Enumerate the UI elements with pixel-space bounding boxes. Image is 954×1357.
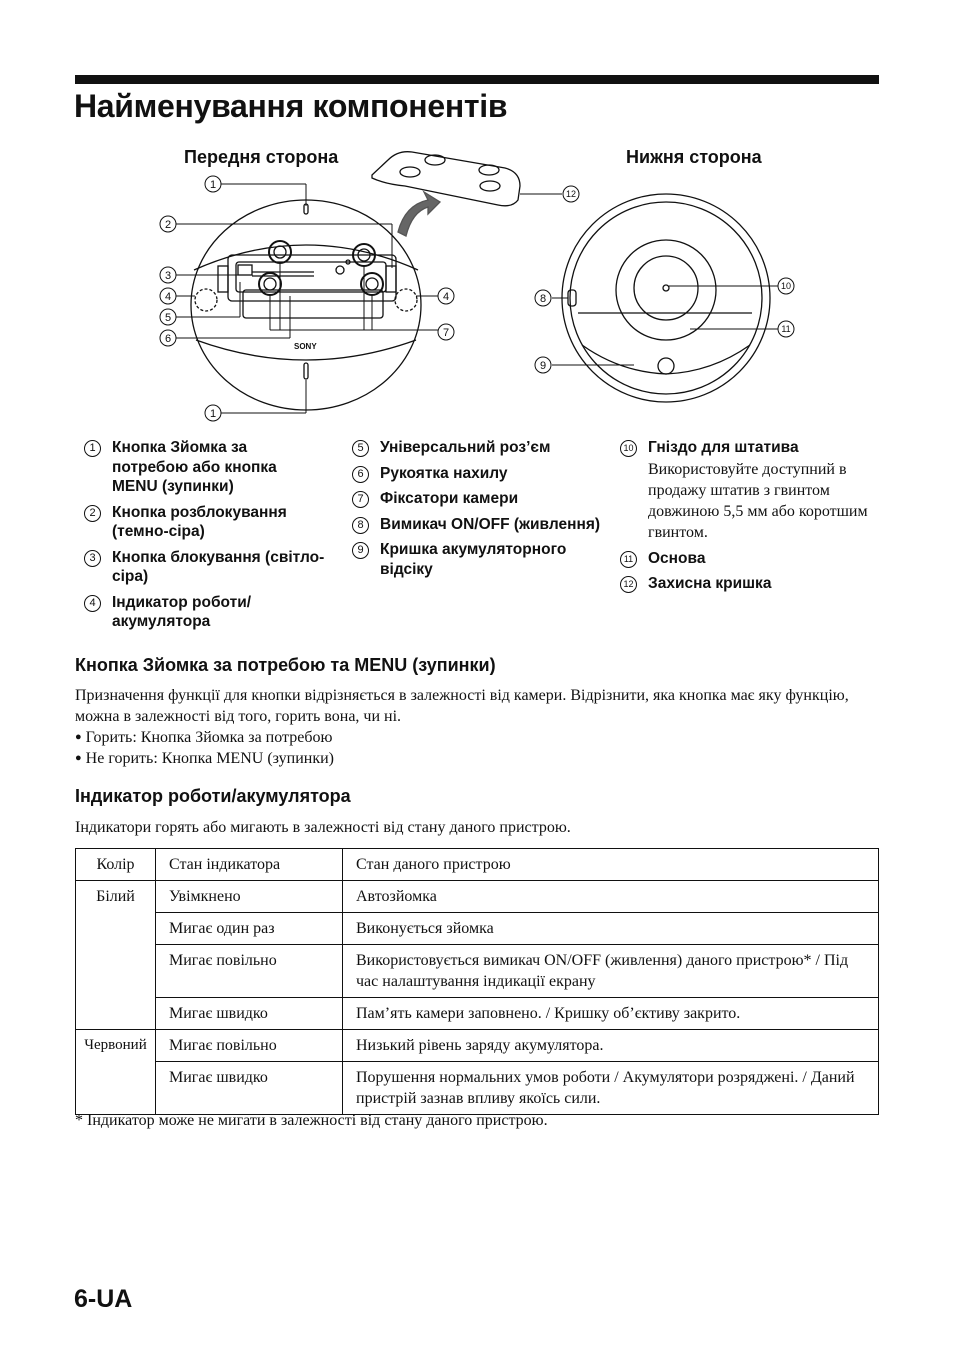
table-cell: Мигає швидко bbox=[156, 1062, 343, 1115]
table-cell: Порушення нормальних умов роботи / Акумулятори розряджені. / Даний пристрій зазнав впливу якоїсь сили. bbox=[343, 1062, 879, 1115]
legend-item: 6 Рукоятка нахилу bbox=[343, 464, 608, 484]
header-device-state: Стан даного пристрою bbox=[343, 849, 879, 881]
table-cell: Мигає швидко bbox=[156, 998, 343, 1030]
table-cell: Мигає повільно bbox=[156, 945, 343, 998]
bottom-view-body bbox=[562, 194, 770, 402]
header-color: Колір bbox=[76, 849, 156, 881]
legend-item: 3 Кнопка блокування (світло-сіра) bbox=[75, 548, 325, 587]
header-indicator-state: Стан індикатора bbox=[156, 849, 343, 881]
table-cell: Використовується вимикач ON/OFF (живлення) даного пристрою* / Під час налаштування індикації екрану bbox=[343, 945, 879, 998]
svg-text:10: 10 bbox=[780, 281, 792, 291]
components-diagram bbox=[0, 0, 954, 440]
table-row bbox=[76, 1062, 879, 1115]
footnote: * Індикатор може не мигати в залежності від стану даного пристрою. bbox=[75, 1112, 548, 1129]
legend-column-2 bbox=[343, 438, 608, 585]
table-row bbox=[76, 945, 879, 998]
table-cell: Пам’ять камери заповнено. / Кришку об’єктиву закрито. bbox=[343, 998, 879, 1030]
legend-item: 11 Основа bbox=[611, 549, 881, 569]
svg-text:2: 2 bbox=[164, 219, 172, 231]
table-row bbox=[76, 881, 879, 913]
callout-10 bbox=[778, 278, 794, 294]
svg-text:11: 11 bbox=[781, 324, 791, 334]
table-cell: Автозйомка bbox=[343, 881, 879, 913]
indicator-table bbox=[75, 848, 879, 1115]
callout-12 bbox=[563, 186, 579, 202]
callout-11 bbox=[778, 321, 794, 337]
legend-item: 4 Індикатор роботи/ акумулятора bbox=[75, 593, 325, 632]
callout-1-top bbox=[205, 176, 221, 192]
table-row bbox=[76, 913, 879, 945]
callout-5 bbox=[160, 309, 176, 325]
page-number: 6-UA bbox=[74, 1285, 133, 1313]
legend-item: 10 Гніздо для штатива Використовуйте доступний в продажу штатив з гвинтом довжиною 5,5 мм або коротшим гвинтом. bbox=[611, 438, 881, 543]
table-cell: Виконується зйомка bbox=[343, 913, 879, 945]
attach-arrow-icon bbox=[398, 192, 440, 236]
callout-4-right bbox=[438, 288, 454, 304]
callout-2 bbox=[160, 216, 176, 232]
bottom-side-label: Нижня сторона bbox=[626, 147, 762, 167]
svg-text:6: 6 bbox=[164, 333, 172, 345]
svg-text:4: 4 bbox=[164, 291, 172, 303]
svg-text:3: 3 bbox=[164, 270, 172, 282]
callout-6 bbox=[160, 330, 176, 346]
legend-item: 8 Вимикач ON/OFF (живлення) bbox=[343, 515, 608, 535]
paragraph: Призначення функції для кнопки відрізняється в залежності від камери. Відрізнити, яка кнопка має яку функцію, можна в залежності від того, горить вона, чи ні. bbox=[75, 687, 849, 725]
section-text-button bbox=[75, 685, 880, 769]
svg-text:7: 7 bbox=[442, 327, 450, 339]
svg-text:5: 5 bbox=[164, 312, 172, 324]
page-title: Найменування компонентів bbox=[74, 88, 508, 124]
svg-text:1: 1 bbox=[209, 408, 217, 420]
section-heading-indicator: Індикатор роботи/акумулятора bbox=[75, 786, 351, 806]
bullet-item: ● Не горить: Кнопка MENU (зупинки) bbox=[75, 748, 880, 769]
callout-8 bbox=[535, 290, 551, 306]
table-cell: Увімкнено bbox=[156, 881, 343, 913]
table-cell: Мигає один раз bbox=[156, 913, 343, 945]
callout-7 bbox=[438, 324, 454, 340]
protective-cover-drawing bbox=[372, 152, 520, 206]
table-row bbox=[76, 998, 879, 1030]
svg-text:1: 1 bbox=[209, 179, 217, 191]
legend-item: 5 Універсальний роз’єм bbox=[343, 438, 608, 458]
legend-item: 2 Кнопка розблокування (темно-сіра) bbox=[75, 503, 325, 542]
table-header-row bbox=[76, 849, 879, 881]
section-heading-button: Кнопка Зйомка за потребою та MENU (зупинки) bbox=[75, 655, 496, 675]
callout-3 bbox=[160, 267, 176, 283]
legend-column-3 bbox=[611, 438, 881, 600]
table-cell: Мигає повільно bbox=[156, 1030, 343, 1062]
front-side-label: Передня сторона bbox=[184, 147, 339, 167]
callout-1-bottom bbox=[205, 405, 221, 421]
brand-logo-text: SONY bbox=[294, 342, 317, 351]
callout-leaders bbox=[176, 184, 778, 413]
legend-item: 12 Захисна кришка bbox=[611, 574, 881, 594]
legend-column-1 bbox=[75, 438, 325, 638]
table-row bbox=[76, 1030, 879, 1062]
svg-text:4: 4 bbox=[442, 291, 450, 303]
front-view-body bbox=[191, 200, 421, 410]
svg-text:12: 12 bbox=[565, 189, 577, 199]
legend-item: 9 Кришка акумуляторного відсіку bbox=[343, 540, 608, 579]
svg-text:8: 8 bbox=[539, 293, 547, 305]
bullet-item: ● Горить: Кнопка Зйомка за потребою bbox=[75, 727, 880, 748]
callout-4-left bbox=[160, 288, 176, 304]
section-text-indicator: Індикатори горять або мигають в залежності від стану даного пристрою. bbox=[75, 819, 571, 836]
legend-item: 1 Кнопка Зйомка за потребою або кнопка MENU (зупинки) bbox=[75, 438, 325, 497]
table-cell: Низький рівень заряду акумулятора. bbox=[343, 1030, 879, 1062]
legend-item: 7 Фіксатори камери bbox=[343, 489, 608, 509]
color-cell: Червоний bbox=[76, 1030, 156, 1115]
color-cell: Білий bbox=[76, 881, 156, 1030]
callout-9 bbox=[535, 357, 551, 373]
svg-text:9: 9 bbox=[539, 360, 547, 372]
